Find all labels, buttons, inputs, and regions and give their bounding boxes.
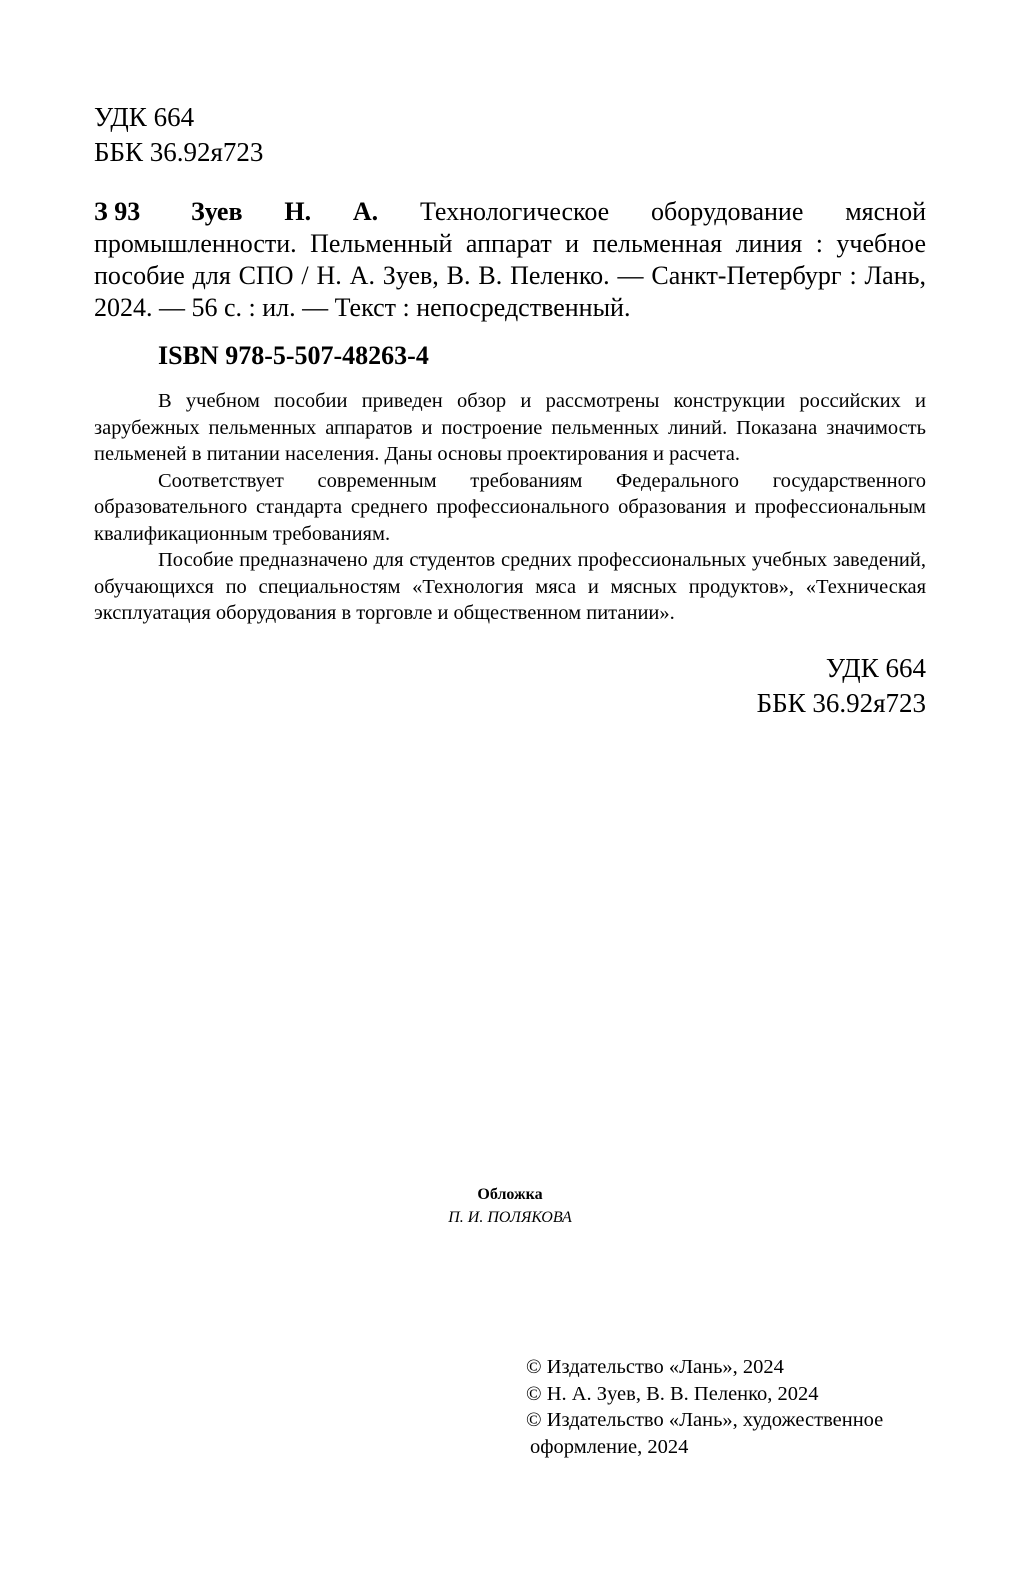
copyright-line: оформление, 2024 xyxy=(530,1435,689,1458)
classification-top xyxy=(94,100,263,170)
isbn: ISBN 978-5-507-48263-4 xyxy=(158,341,429,370)
classification-right xyxy=(600,651,926,721)
author-mark: З 93 xyxy=(94,197,141,226)
copyright-line: © Издательство «Лань», художественное xyxy=(526,1409,884,1431)
author-name: Зуев Н. А. xyxy=(191,197,379,226)
annotation xyxy=(94,388,926,627)
bibliographic-description xyxy=(94,196,926,324)
annotation-paragraph: В учебном пособии приведен обзор и рассмотрены конструкции российских и зарубежных пельменных аппаратов и построение пельменных линий. Показана значимость пельменей в питании населения. Даны основы проектирования и расчета. xyxy=(94,390,926,465)
udk-code: УДК 664 xyxy=(94,102,195,132)
copyright-block xyxy=(526,1354,946,1460)
udk-code: УДК 664 xyxy=(825,653,926,683)
bbk-code: ББК 36.92я723 xyxy=(756,688,926,718)
cover-designer-name: П. И. ПОЛЯКОВА xyxy=(448,1209,572,1226)
bibliographic-record xyxy=(94,196,926,324)
copyright-line: © Н. А. Зуев, В. В. Пеленко, 2024 xyxy=(526,1382,819,1405)
bbk-code: ББК 36.92я723 xyxy=(94,137,264,167)
cover-credit-title: Обложка xyxy=(477,1186,543,1203)
copyright-line: © Издательство «Лань», 2024 xyxy=(526,1356,784,1378)
annotation-paragraph: Пособие предназначено для студентов средних профессиональных учебных заведений, обучающихся по специальностям «Технология мяса и мясных продуктов», «Техническая эксплуатация оборудования в торговле и общественном питании». xyxy=(94,549,926,624)
cover-credit xyxy=(300,1183,720,1229)
annotation-paragraph: Соответствует современным требованиям Федерального государственного образовательного стандарта среднего профессионального образования и профессиональным квалификационным требованиям. xyxy=(94,469,926,545)
title-and-imprint: Технологическое оборудование мясной промышленности. Пельменный аппарат и пельменная линия : учебное пособие для СПО / Н. А. Зуев, В. В. Пеленко. — Санкт-Петербург : Лань, 2024. — 56 с. : ил. — Текст : непосредственный. xyxy=(94,197,926,322)
